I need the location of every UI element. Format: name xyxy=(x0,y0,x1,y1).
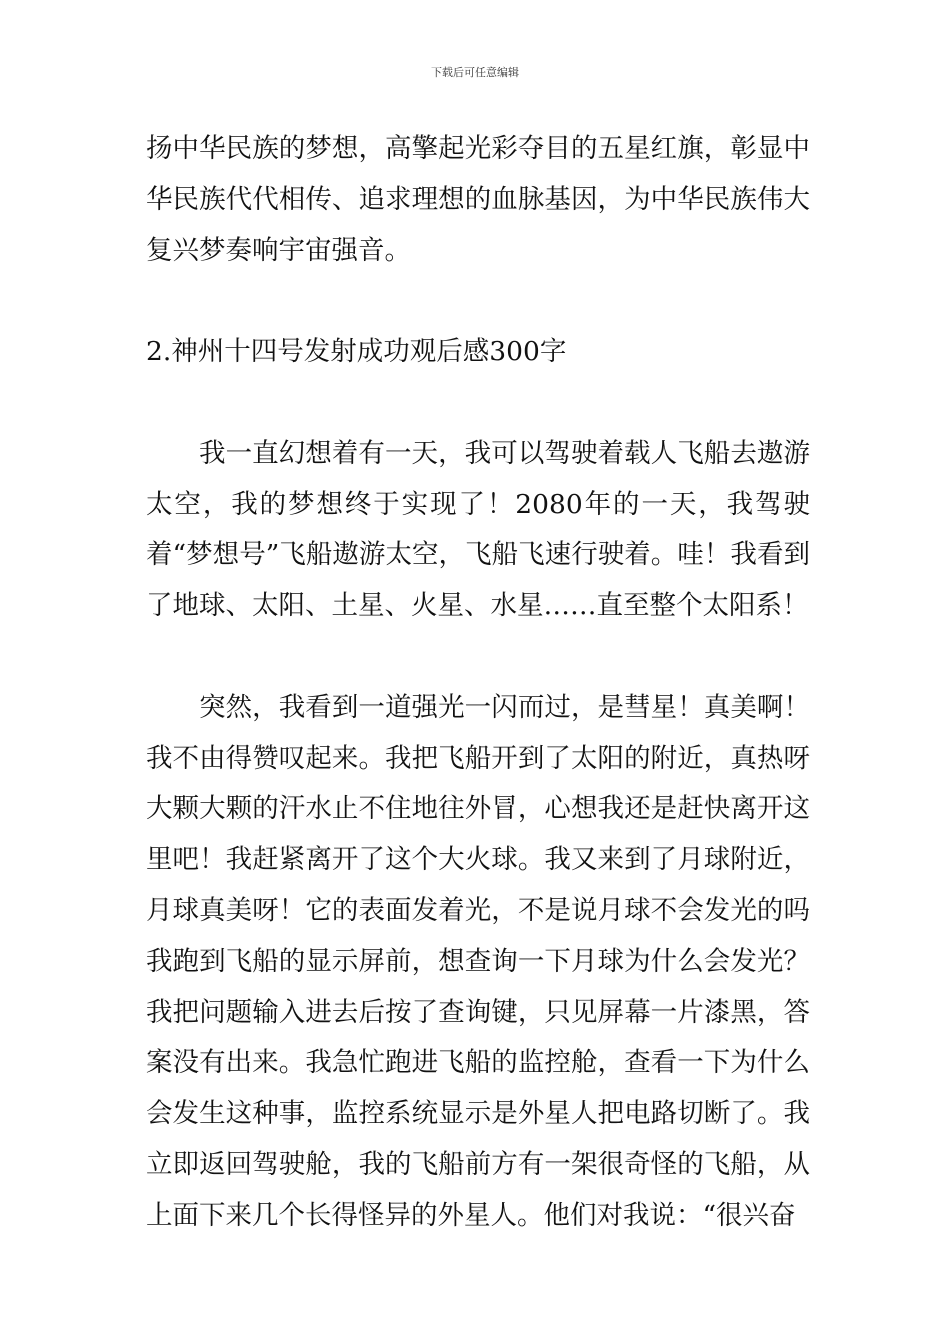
paragraph-gap xyxy=(146,378,810,429)
document-body xyxy=(146,124,810,1242)
download-note: 下载后可任意编辑 xyxy=(431,66,519,79)
paragraph-1: 我一直幻想着有一天，我可以驾驶着载人飞船去遨游太空，我的梦想终于实现了！2080年的一天，我驾驶着“梦想号”飞船遨游太空，飞船飞速行驶着。哇！我看到了地球、太阳、土星、火星、水星……直至整个太阳系！ xyxy=(146,437,810,622)
paragraph-2: 突然，我看到一道强光一闪而过，是彗星！真美啊！我不由得赞叹起来。我把飞船开到了太阳的附近，真热呀大颗大颗的汗水止不住地往外冒，心想我还是赶快离开这里吧！我赶紧离开了这个大火球。我又来到了月球附近，月球真美呀！它的表面发着光，不是说月球不会发光的吗我跑到飞船的显示屏前，想查询一下月球为什么会发光？我把问题输入进去后按了查询键，只见屏幕一片漆黑，答案没有出来。我急忙跑进飞船的监控舱，查看一下为什么会发生这种事，监控系统显示是外星人把电路切断了。我立即返回驾驶舱，我的飞船前方有一架很奇怪的飞船，从上面下来几个长得怪异的外星人。他们对我说：“很兴奋 xyxy=(146,691,810,1231)
paragraph-gap xyxy=(146,276,810,327)
paragraph-intro: 扬中华民族的梦想，高擎起光彩夺目的五星红旗，彰显中华民族代代相传、追求理想的血脉基因，为中华民族伟大复兴梦奏响宇宙强音。 xyxy=(146,133,810,266)
paragraph-gap xyxy=(146,632,810,683)
page-header xyxy=(0,66,950,80)
section-title: 2.神州十四号发射成功观后感300字 xyxy=(146,336,567,368)
